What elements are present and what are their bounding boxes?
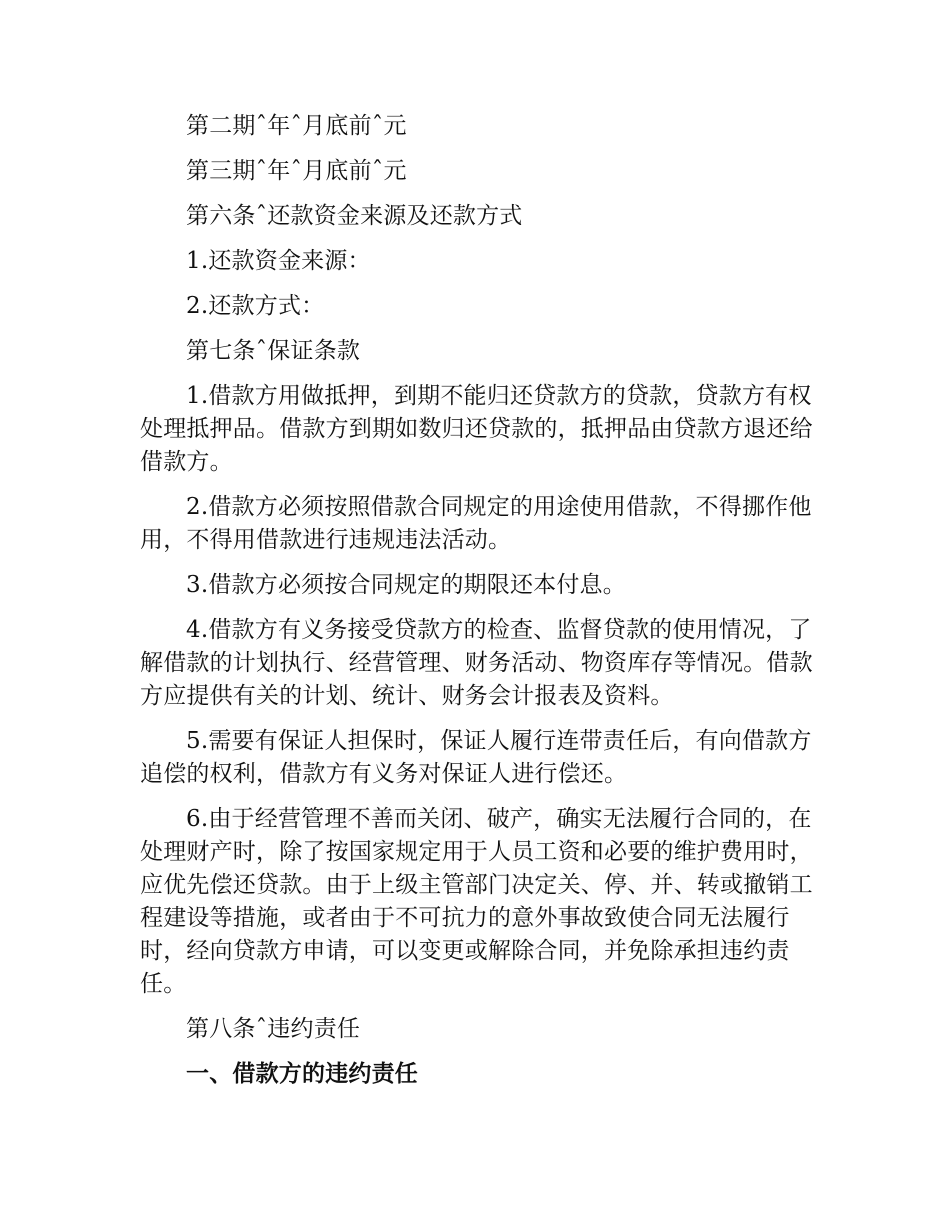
- repayment-source: 1.还款资金来源：: [186, 248, 371, 274]
- paragraph-installment-2: 第二期ˆ年ˆ月底前ˆ元: [186, 113, 407, 139]
- guarantee-clause-2: 2.借款方必须按照借款合同规定的用途使用借款，不得挪作他用，不得用借款进行违规违法活动。: [140, 494, 812, 553]
- article-7-title: 第七条ˆ保证条款: [186, 338, 361, 364]
- repayment-method: 2.还款方式：: [186, 293, 325, 319]
- guarantee-clause-6: 6.由于经营管理不善而关闭、破产，确实无法履行合同的，在处理财产时，除了按国家规定用于人员工资和必要的维护费用时，应优先偿还贷款。由于上级主管部门决定关、停、并、转或撤销工程建设等措施，或者由于不可抗力的意外事故致使合同无法履行时，经向贷款方申请，可以变更或解除合同，并免除承担违约责任。: [140, 806, 813, 997]
- guarantee-clause-3: 3.借款方必须按合同规定的期限还本付息。: [186, 572, 626, 598]
- document-body: [140, 110, 830, 1103]
- guarantee-clause-4: 4.借款方有义务接受贷款方的检查、监督贷款的使用情况，了解借款的计划执行、经营管理、财务活动、物资库存等情况。借款方应提供有关的计划、统计、财务会计报表及资料。: [140, 617, 813, 709]
- guarantee-clause-5: 5.需要有保证人担保时，保证人履行连带责任后，有向借款方追偿的权利，借款方有义务对保证人进行偿还。: [140, 728, 812, 787]
- article-8-title: 第八条ˆ违约责任: [186, 1016, 361, 1042]
- paragraph-installment-3: 第三期ˆ年ˆ月底前ˆ元: [186, 158, 407, 184]
- section-heading-borrower-liability: 一、借款方的违约责任: [186, 1061, 418, 1087]
- article-6-title: 第六条ˆ还款资金来源及还款方式: [186, 203, 523, 229]
- guarantee-clause-1: 1.借款方用做抵押，到期不能归还贷款方的贷款，贷款方有权处理抵押品。借款方到期如数归还贷款的，抵押品由贷款方退还给借款方。: [140, 383, 813, 475]
